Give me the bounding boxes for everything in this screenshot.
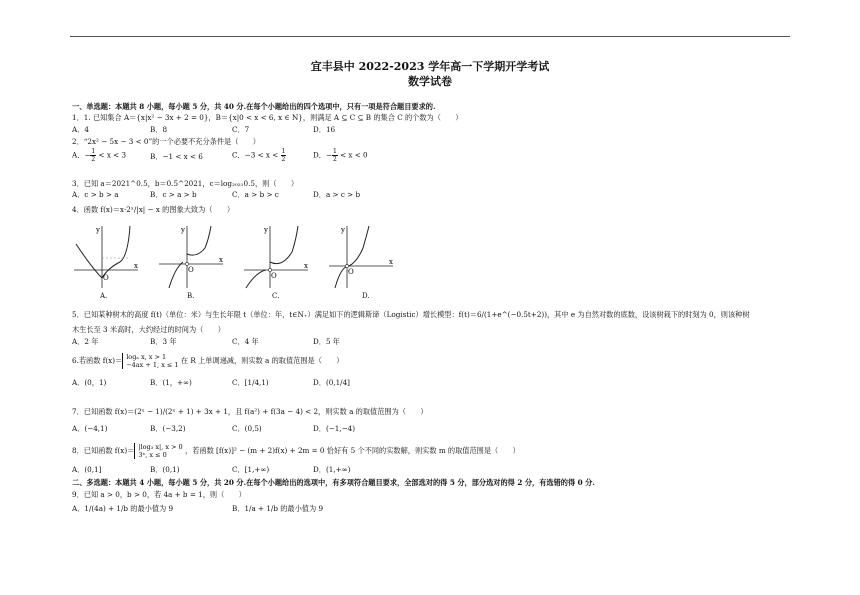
q8-option-d: D．(1,+∞) xyxy=(313,465,351,474)
q8-option-a: A．(0,1] xyxy=(72,465,102,474)
q2-option-b: B．−1 < x < 6 xyxy=(150,152,203,161)
q2-option-c: C．−3 < x < $\frac{1}{2}$ xyxy=(232,148,286,163)
q3-stem: 3．已知 a＝2021^0.5，b＝0.5^2021，c＝log₂₀₂₁0.5，则（ ） xyxy=(72,179,299,188)
q4-graph-b xyxy=(157,222,227,290)
q4-label-b: B. xyxy=(187,292,195,300)
q3-option-a: A．c > b > a xyxy=(72,190,119,199)
section-single-choice-heading: 一、单选题：本题共 8 小题，每小题 5 分，共 40 分.在每个小题给出的四个选项中，只有一项是符合题目要求的. xyxy=(72,102,436,111)
origin-label: O xyxy=(188,266,194,274)
q4-label-d: D. xyxy=(362,292,370,300)
origin-label: O xyxy=(103,274,109,282)
q4-stem: 4．函数 f(x)＝x·2ˣ/|x| − x 的图象大致为（ ） xyxy=(72,205,235,214)
top-divider xyxy=(70,36,790,37)
exam-subtitle: 数学试卷 xyxy=(408,75,452,88)
y-label: y xyxy=(341,226,345,234)
x-label: x xyxy=(304,262,308,270)
q9-option-a: A．1/(4a) + 1/b 的最小值为 9 xyxy=(72,504,174,513)
x-label: x xyxy=(389,258,393,266)
y-label: y xyxy=(264,226,268,234)
q1-option-c: C．7 xyxy=(232,125,250,134)
q3-option-b: B．c > a > b xyxy=(150,190,197,199)
section-multi-choice-heading: 二、多选题：本题共 4 小题，每小题 5 分，共 20 分.在每个小题给出的选项中，有多项符合题目要求，全部选对的得 5 分，部分选对的得 2 分，有选错的得 0 分. xyxy=(72,478,595,487)
q4-label-a: A. xyxy=(100,292,108,300)
q6-stem: 6.若函数 f(x)＝ logₐ x, x > 1 −4ax + 1, x ≤ 1 在 R 上单调递减，则实数 a 的取值范围是（ ） xyxy=(72,353,344,369)
origin-label: O xyxy=(348,268,354,276)
y-label: y xyxy=(181,226,185,234)
q6-option-b: B．(1，+∞) xyxy=(150,378,192,387)
exam-title: 宜丰县中 2022-2023 学年高一下学期开学考试 xyxy=(310,60,550,73)
curve-right xyxy=(270,226,298,264)
q9-stem: 9．已知 a > 0，b > 0，若 4a + b = 1，则（ ） xyxy=(72,490,246,499)
q7-stem: 7．已知函数 f(x)＝(2ˣ − 1)/(2ˣ + 1) + 3x + 1，且 f(a²) + f(3a − 4) < 2，则实数 a 的取值范围为（ ） xyxy=(72,407,428,416)
q4-label-c: C. xyxy=(272,292,280,300)
q7-option-a: A．(−4,1) xyxy=(72,424,108,433)
q4-graph-d xyxy=(327,222,397,290)
q3-option-c: C．a > b > c xyxy=(232,190,279,199)
q6-option-d: D．(0,1/4] xyxy=(313,378,350,387)
q5-option-a: A．2 年 xyxy=(72,337,99,346)
q7-option-c: C．(0,5) xyxy=(232,424,262,433)
q8-option-c: C．[1,+∞) xyxy=(232,465,270,474)
q7-option-b: B．(−3,2) xyxy=(150,424,186,433)
q6-option-c: C．[1/4,1) xyxy=(232,378,269,387)
q5-option-b: B．3 年 xyxy=(150,337,177,346)
x-label: x xyxy=(134,262,138,270)
q1-stem: 1．1. 已知集合 A＝{x|x² − 3x + 2 = 0}，B＝{x|0 < x < 6, x ∈ N}，则满足 A ⊆ C ⊆ B 的集合 C 的个数为（ ） xyxy=(72,113,463,122)
x-label: x xyxy=(219,256,223,264)
q2-option-a: A．− $\frac{1}{2}$ < x < 3 xyxy=(72,148,127,163)
q3-option-d: D．a > c > b xyxy=(313,190,361,199)
q2-option-d: D．− $\frac{1}{2}$ < x < 0 xyxy=(313,148,368,163)
curve xyxy=(335,226,369,288)
q5-stem: 5．已知某种树木的高度 f(t)（单位：米）与生长年限 t（单位：年，t∈N₊）满足如下的逻辑斯谛（Logistic）增长模型：f(t)＝6/(1+e^(−0.5t+2))，其中 e 为自然对数的底数，设该树栽下的时刻为 0，则该种树 xyxy=(72,310,750,319)
q5-stem-continued: 木生长至 3 米高时，大约经过的时间为（ ） xyxy=(72,325,225,334)
q1-option-b: B．8 xyxy=(150,125,168,134)
q9-option-b: B．1/a + 1/b 的最小值为 9 xyxy=(232,504,324,513)
curve-left xyxy=(169,262,183,288)
q1-option-d: D．16 xyxy=(313,125,336,134)
q8-option-b: B．(0,1) xyxy=(150,465,180,474)
curve-right xyxy=(187,226,211,255)
q4-graph-c xyxy=(242,222,312,290)
q1-option-a: A．4 xyxy=(72,125,89,134)
q7-option-d: D．(−1,−4) xyxy=(313,424,356,433)
q6-option-a: A．(0，1) xyxy=(72,378,107,387)
y-label: y xyxy=(96,226,100,234)
curve-left xyxy=(246,270,266,288)
q4-graph-a xyxy=(72,222,142,290)
q5-option-c: C．4 年 xyxy=(232,337,259,346)
q8-stem: 8．已知函数 f(x)＝ |log₃ x|, x > 0 3ˣ, x ≤ 0 ，若函数 [f(x)]² − (m + 2)f(x) + 2m = 0 恰好有 5 个不同的实数解，则实数 m 的取值范围是（ ） xyxy=(72,443,520,459)
q5-option-d: D．5 年 xyxy=(313,337,340,346)
q2-stem: 2．“2x² − 5x − 3 < 0”的一个必要不充分条件是（ ） xyxy=(72,137,260,146)
origin-label: O xyxy=(271,272,277,280)
